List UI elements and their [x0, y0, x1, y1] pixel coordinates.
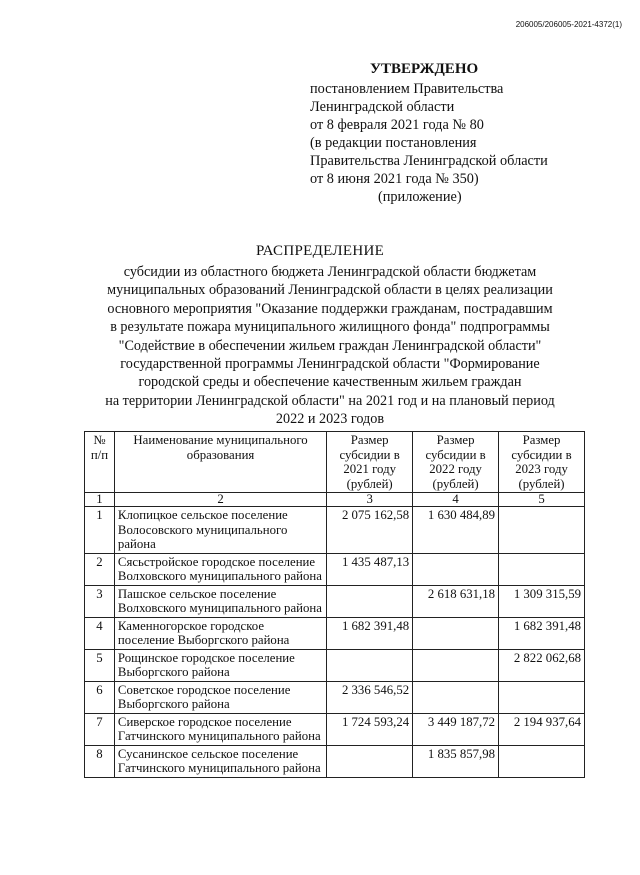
row-number: 4: [85, 617, 115, 649]
subsidy-2023: [499, 507, 585, 554]
header-2023: Размер субсидии в 2023 году (рублей): [499, 432, 585, 493]
distribution-heading: РАСПРЕДЕЛЕНИЕ: [255, 243, 385, 259]
subsidy-2022: [413, 649, 499, 681]
description-line: государственной программы Ленинградской области "Формирование: [120, 356, 540, 373]
header-municipality: Наименование муниципального образования: [114, 432, 326, 493]
subsidy-2023: 2 822 062,68: [499, 649, 585, 681]
municipality-name: Сясьстройское городское поселение Волховского муниципального района: [114, 553, 326, 585]
approval-block: [310, 60, 610, 206]
municipality-name: Пашское сельское поселение Волховского муниципального района: [114, 585, 326, 617]
header-number: № п/п: [85, 432, 115, 493]
subsidy-2022: 1 835 857,98: [413, 745, 499, 777]
table-header-row: [85, 432, 585, 493]
municipality-name: Сусанинское сельское поселение Гатчинского муниципального района: [114, 745, 326, 777]
table-row: [85, 585, 585, 617]
municipality-name: Сиверское городское поселение Гатчинского муниципального района: [114, 713, 326, 745]
table-row: [85, 617, 585, 649]
approval-line: Правительства Ленинградской области: [310, 153, 548, 169]
approval-line: от 8 февраля 2021 года № 80: [310, 117, 484, 133]
approval-line: от 8 июня 2021 года № 350): [310, 171, 479, 187]
approval-line: постановлением Правительства: [310, 81, 504, 97]
subsidy-2023: 1 682 391,48: [499, 617, 585, 649]
header-2021: Размер субсидии в 2021 году (рублей): [327, 432, 413, 493]
description-line: "Содействие в обеспечении жильем граждан Ленинградской области": [118, 337, 542, 354]
subsidy-2021: [327, 745, 413, 777]
index-cell: 1: [85, 493, 115, 507]
subsidy-2023: [499, 553, 585, 585]
municipality-name: Клопицкое сельское поселение Волосовского муниципального района: [114, 507, 326, 554]
table-row: [85, 681, 585, 713]
table-row: [85, 553, 585, 585]
appendix-label: (приложение): [378, 189, 462, 205]
subsidy-2021: [327, 585, 413, 617]
subsidy-2021: 1 435 487,13: [327, 553, 413, 585]
municipality-name: Рощинское городское поселение Выборгского района: [114, 649, 326, 681]
table-row: [85, 649, 585, 681]
subsidy-2023: 2 194 937,64: [499, 713, 585, 745]
document-number: 206005/206005-2021-4372(1): [515, 20, 622, 29]
subsidy-2021: 2 075 162,58: [327, 507, 413, 554]
row-number: 3: [85, 585, 115, 617]
description-line: городской среды и обеспечение качественным жильем граждан: [138, 374, 522, 391]
subsidy-table: [84, 431, 585, 778]
subsidy-2022: [413, 617, 499, 649]
subsidy-2022: 2 618 631,18: [413, 585, 499, 617]
subsidy-2023: [499, 745, 585, 777]
description-line: субсидии из областного бюджета Ленинградской области бюджетам: [123, 264, 537, 280]
subsidy-2022: 3 449 187,72: [413, 713, 499, 745]
description-line: 2022 и 2023 годов: [275, 411, 385, 428]
subsidy-2023: 1 309 315,59: [499, 585, 585, 617]
description-line: на территории Ленинградской области" на 2021 год и на плановый период: [105, 392, 555, 409]
description-line: основного мероприятия "Оказание поддержки гражданам, пострадавшим: [107, 300, 553, 317]
description: [80, 263, 580, 429]
approval-title: УТВЕРЖДЕНО: [370, 61, 479, 77]
table-row: [85, 713, 585, 745]
row-number: 1: [85, 507, 115, 554]
subsidy-2022: [413, 553, 499, 585]
subsidy-2023: [499, 681, 585, 713]
subsidy-2021: 1 682 391,48: [327, 617, 413, 649]
index-cell: 5: [499, 493, 585, 507]
row-number: 6: [85, 681, 115, 713]
row-number: 7: [85, 713, 115, 745]
index-cell: 3: [327, 493, 413, 507]
subsidy-2022: 1 630 484,89: [413, 507, 499, 554]
approval-line: (в редакции постановления: [310, 135, 477, 151]
subsidy-2021: [327, 649, 413, 681]
header-2022: Размер субсидии в 2022 году (рублей): [413, 432, 499, 493]
subsidy-2021: 1 724 593,24: [327, 713, 413, 745]
municipality-name: Советское городское поселение Выборгского района: [114, 681, 326, 713]
row-number: 5: [85, 649, 115, 681]
description-line: в результате пожара муниципального жилищного фонда" подпрограммы: [110, 319, 550, 336]
row-number: 8: [85, 745, 115, 777]
table-index-row: [85, 493, 585, 507]
approval-line: Ленинградской области: [310, 99, 455, 115]
table-row: [85, 745, 585, 777]
row-number: 2: [85, 553, 115, 585]
subsidy-2022: [413, 681, 499, 713]
subsidy-2021: 2 336 546,52: [327, 681, 413, 713]
index-cell: 2: [114, 493, 326, 507]
index-cell: 4: [413, 493, 499, 507]
municipality-name: Каменногорское городское поселение Выборгского района: [114, 617, 326, 649]
table-row: [85, 507, 585, 554]
description-line: муниципальных образований Ленинградской области в целях реализации: [107, 282, 553, 299]
